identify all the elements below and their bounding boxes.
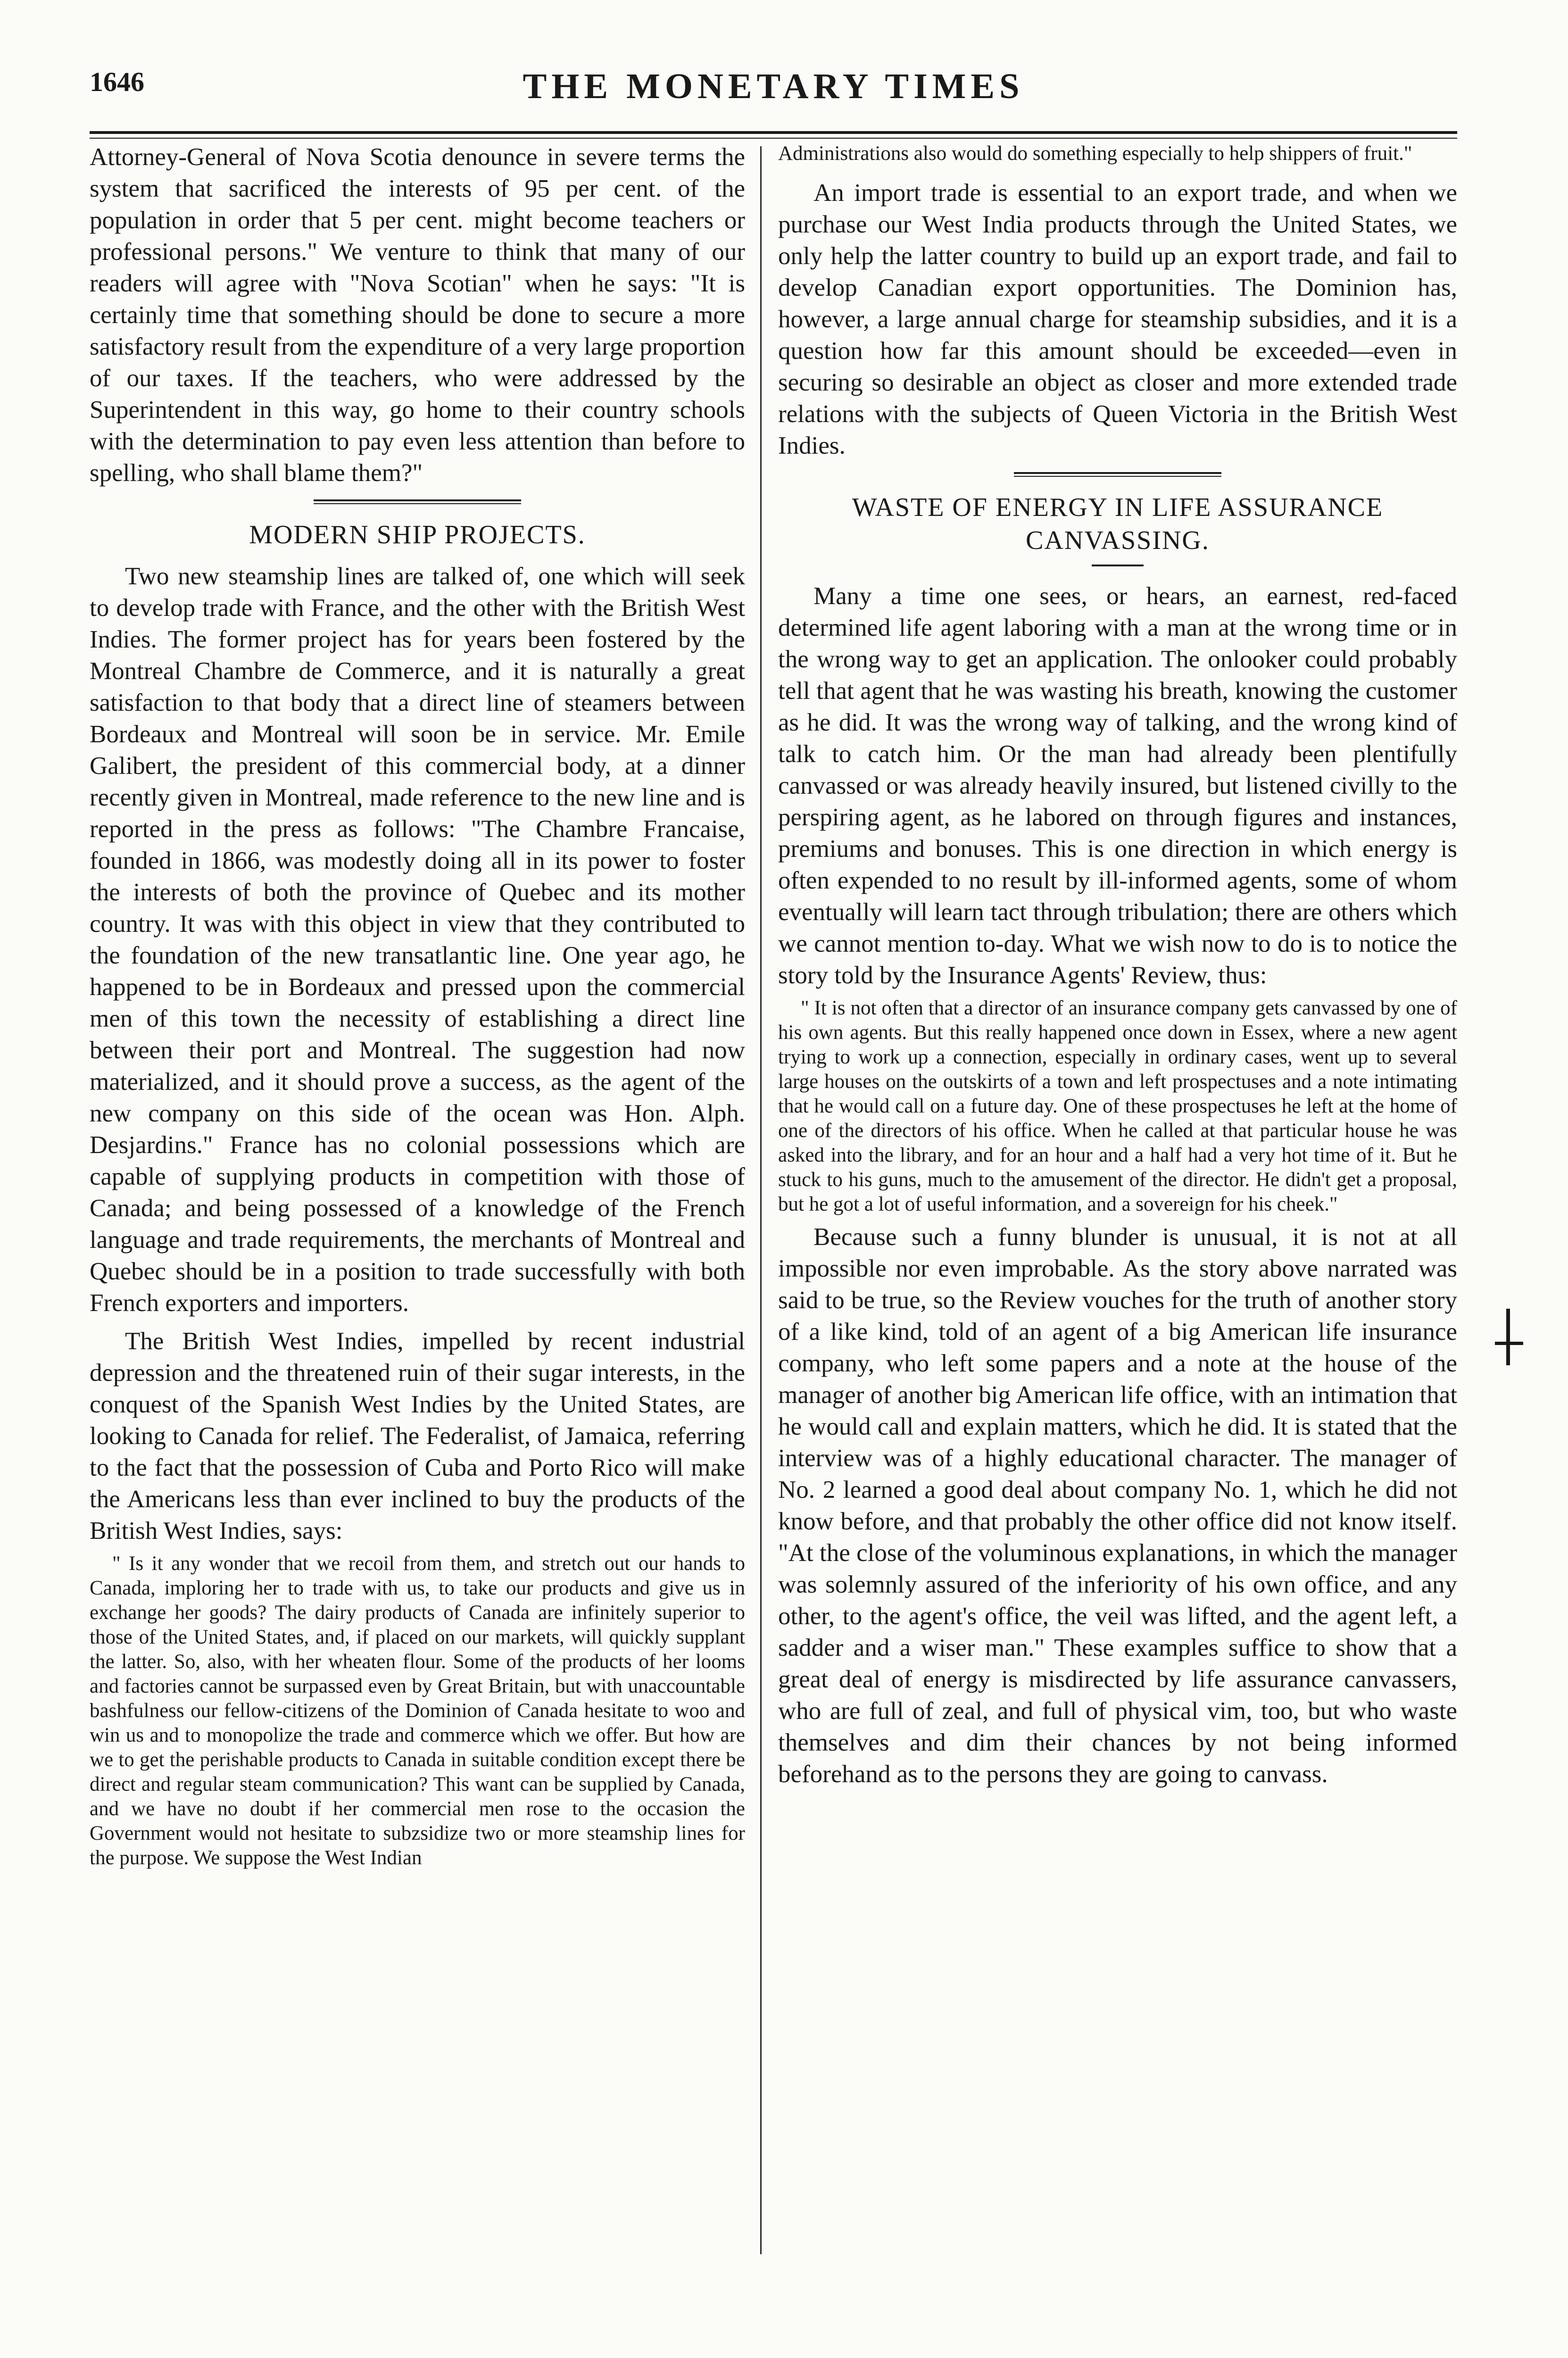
masthead-title: THE MONETARY TIMES (523, 66, 1024, 106)
column-divider (760, 146, 762, 2254)
paragraph-spacer (90, 1319, 745, 1326)
header-rule-thin (90, 138, 1457, 139)
header-rule (90, 131, 1457, 134)
page-number: 1646 (90, 66, 144, 97)
right-column (778, 141, 1457, 1790)
article-title-waste-of-energy: WASTE OF ENERGY IN LIFE ASSURANCE CANVASSING. (852, 493, 1384, 555)
article-paragraph: Two new steamship lines are talked of, one which will seek to develop trade with France, and the other with the British West Indies. The former project has for years been fostered by the Montreal Chambre de Commerce, and it is naturally a great satisfaction to that body that a direct line of steamers between Bordeaux and Montreal will soon be in service. Mr. Emile Galibert, the president of this commercial body, at a dinner recently given in Montreal, made reference to the new line and is reported in the press as follows: "The Chambre Francaise, founded in 1866, was modestly doing all in its power to foster the interests of both the province of Quebec and its mother country. It was with this object in view that they contributed to the foundation of the new transatlantic line. One year ago, he happened to be in Bordeaux and pressed upon the commercial men of this town the necessity of establishing a direct line between their port and Montreal. The suggestion had now materialized, and it should prove a success, as the agent of the new company on this side of the ocean was Hon. Alph. Desjardins." France has no colonial possessions which are capable of supplying products in competition with those of Canada; and being possessed of a knowledge of the French language and trade requirements, the merchants of Montreal and Quebec should be in a position to trade successfully with both French exporters and importers. (90, 563, 745, 1317)
block-quote: " Is it any wonder that we recoil from them, and stretch out our hands to Canada, imploring her to trade with us, to take our products and give us in exchange her goods? The dairy products of Canada are infinitely superior to those of the United States, and, if placed on our markets, will quickly supplant the latter. So, also, with her wheaten flour. Some of the products of her looms and factories cannot be surpassed even by Great Britain, but with unaccountable bashfulness our fellow-citizens of the Dominion of Canada hesitate to woo and win us and to monopolize the trade and commerce which we offer. But how are we to get the perishable products to Canada in suitable condition except there be direct and regular steam communication? This want can be supplied by Canada, and we have no doubt if her commercial men rose to the occasion the Government would not hesitate to subzsidize two or more steamship lines for the purpose. We suppose the West Indian (90, 1553, 745, 1869)
block-quote: " It is not often that a director of an insurance company gets canvassed by one of his own agents. But this really happened once down in Essex, where a new agent trying to work up a connection, especially in ordinary cases, went up to several large houses on the outskirts of a town and left prospectuses and a note intimating that he would call on a future day. One of these prospectuses he left at the home of one of the directors of his office. When he called at that particular house he was asked into the library, and for an hour and a half had a very hot time of it. But he stuck to his guns, much to the amusement of the director. He didn't get a proposal, but he got a lot of useful information, and a sovereign for his cheek." (778, 997, 1457, 1215)
margin-mark-bar (1495, 1342, 1523, 1345)
margin-mark-stem (1506, 1309, 1510, 1365)
section-divider (1014, 472, 1221, 477)
article-paragraph: An import trade is essential to an export trade, and when we purchase our West India products through the United States, we only help the latter country to build up an export trade, and fail to develop Canadian export opportunities. The Dominion has, however, a large annual charge for steamship subsidies, and it is a question how far this amount should be exceeded—even in securing so desirable an object as closer and more extended trade relations with the subjects of Queen Victoria in the British West Indies. (778, 179, 1457, 459)
page-header (90, 66, 1457, 123)
article-paragraph: Because such a funny blunder is unusual, it is not at all impossible nor even improbable. As the story above narrated was said to be true, so the Review vouches for the truth of another story of a like kind, told of an agent of a big American life insurance company, who left some papers and a note at the house of the manager of another big American life office, with an intimation that he would call and explain matters, which he did. It is stated that the interview was of a highly educational character. The manager of No. 2 learned a good deal about company No. 1, which he did not know before, and that probably the other office did not know itself. "At the close of the voluminous explanations, in which the manager was solemnly assured of the inferiority of his own office, and any other, to the agent's office, the veil was lifted, and the agent left, a sadder and a wiser man." These examples suffice to show that a great deal of energy is misdirected by life assurance canvassers, who are full of zeal, and full of physical vim, too, but who waste themselves and dim their chances by not being informed beforehand as to the persons they are going to canvass. (778, 1223, 1457, 1788)
article-paragraph: Many a time one sees, or hears, an earnest, red-faced determined life agent laboring with a man at the wrong time or in the wrong way to get an application. The onlooker could probably tell that agent that he was wasting his breath, knowing the customer as he did. It was the wrong way of talking, and the wrong kind of talk to catch him. Or the man had already been plentifully canvassed or was already heavily insured, but listened civilly to the perspiring agent, as he labored on through figures and instances, premiums and bonuses. This is one direction in which energy is often expended to no result by ill-informed agents, some of whom eventually will learn tact through tribulation; there are others which we cannot mention to-day. What we wish now to do is to notice the story told by the Insurance Agents' Review, thus: (778, 582, 1457, 989)
title-rule (1092, 565, 1144, 566)
block-quote-continuation: Administrations also would do something especially to help shippers of fruit." (778, 142, 1412, 165)
margin-mark-icon (1495, 1309, 1523, 1365)
left-column (90, 141, 745, 1875)
article-paragraph: The British West Indies, impelled by recent industrial depression and the threatened ruin of their sugar interests, in the conquest of the Spanish West Indies by the United States, are looking to Canada for relief. The Federalist, of Jamaica, referring to the fact that the possession of Cuba and Porto Rico will make the Americans less than ever inclined to buy the products of the British West Indies, says: (90, 1328, 745, 1544)
intro-paragraph: Attorney-General of Nova Scotia denounce in severe terms the system that sacrificed the interests of 95 per cent. of the population in order that 5 per cent. might become teachers or professional persons." We venture to think that many of our readers will agree with "Nova Scotian" when he says: "It is certainly time that something should be done to secure a more satisfactory result from the expenditure of a very large proportion of our taxes. If the teachers, who were addressed by the Superintendent in this way, go home to their country schools with the determination to pay even less attention than before to spelling, who shall blame them?" (90, 143, 745, 487)
article-title-modern-ship-projects: MODERN SHIP PROJECTS. (249, 520, 586, 549)
section-divider (314, 499, 521, 504)
